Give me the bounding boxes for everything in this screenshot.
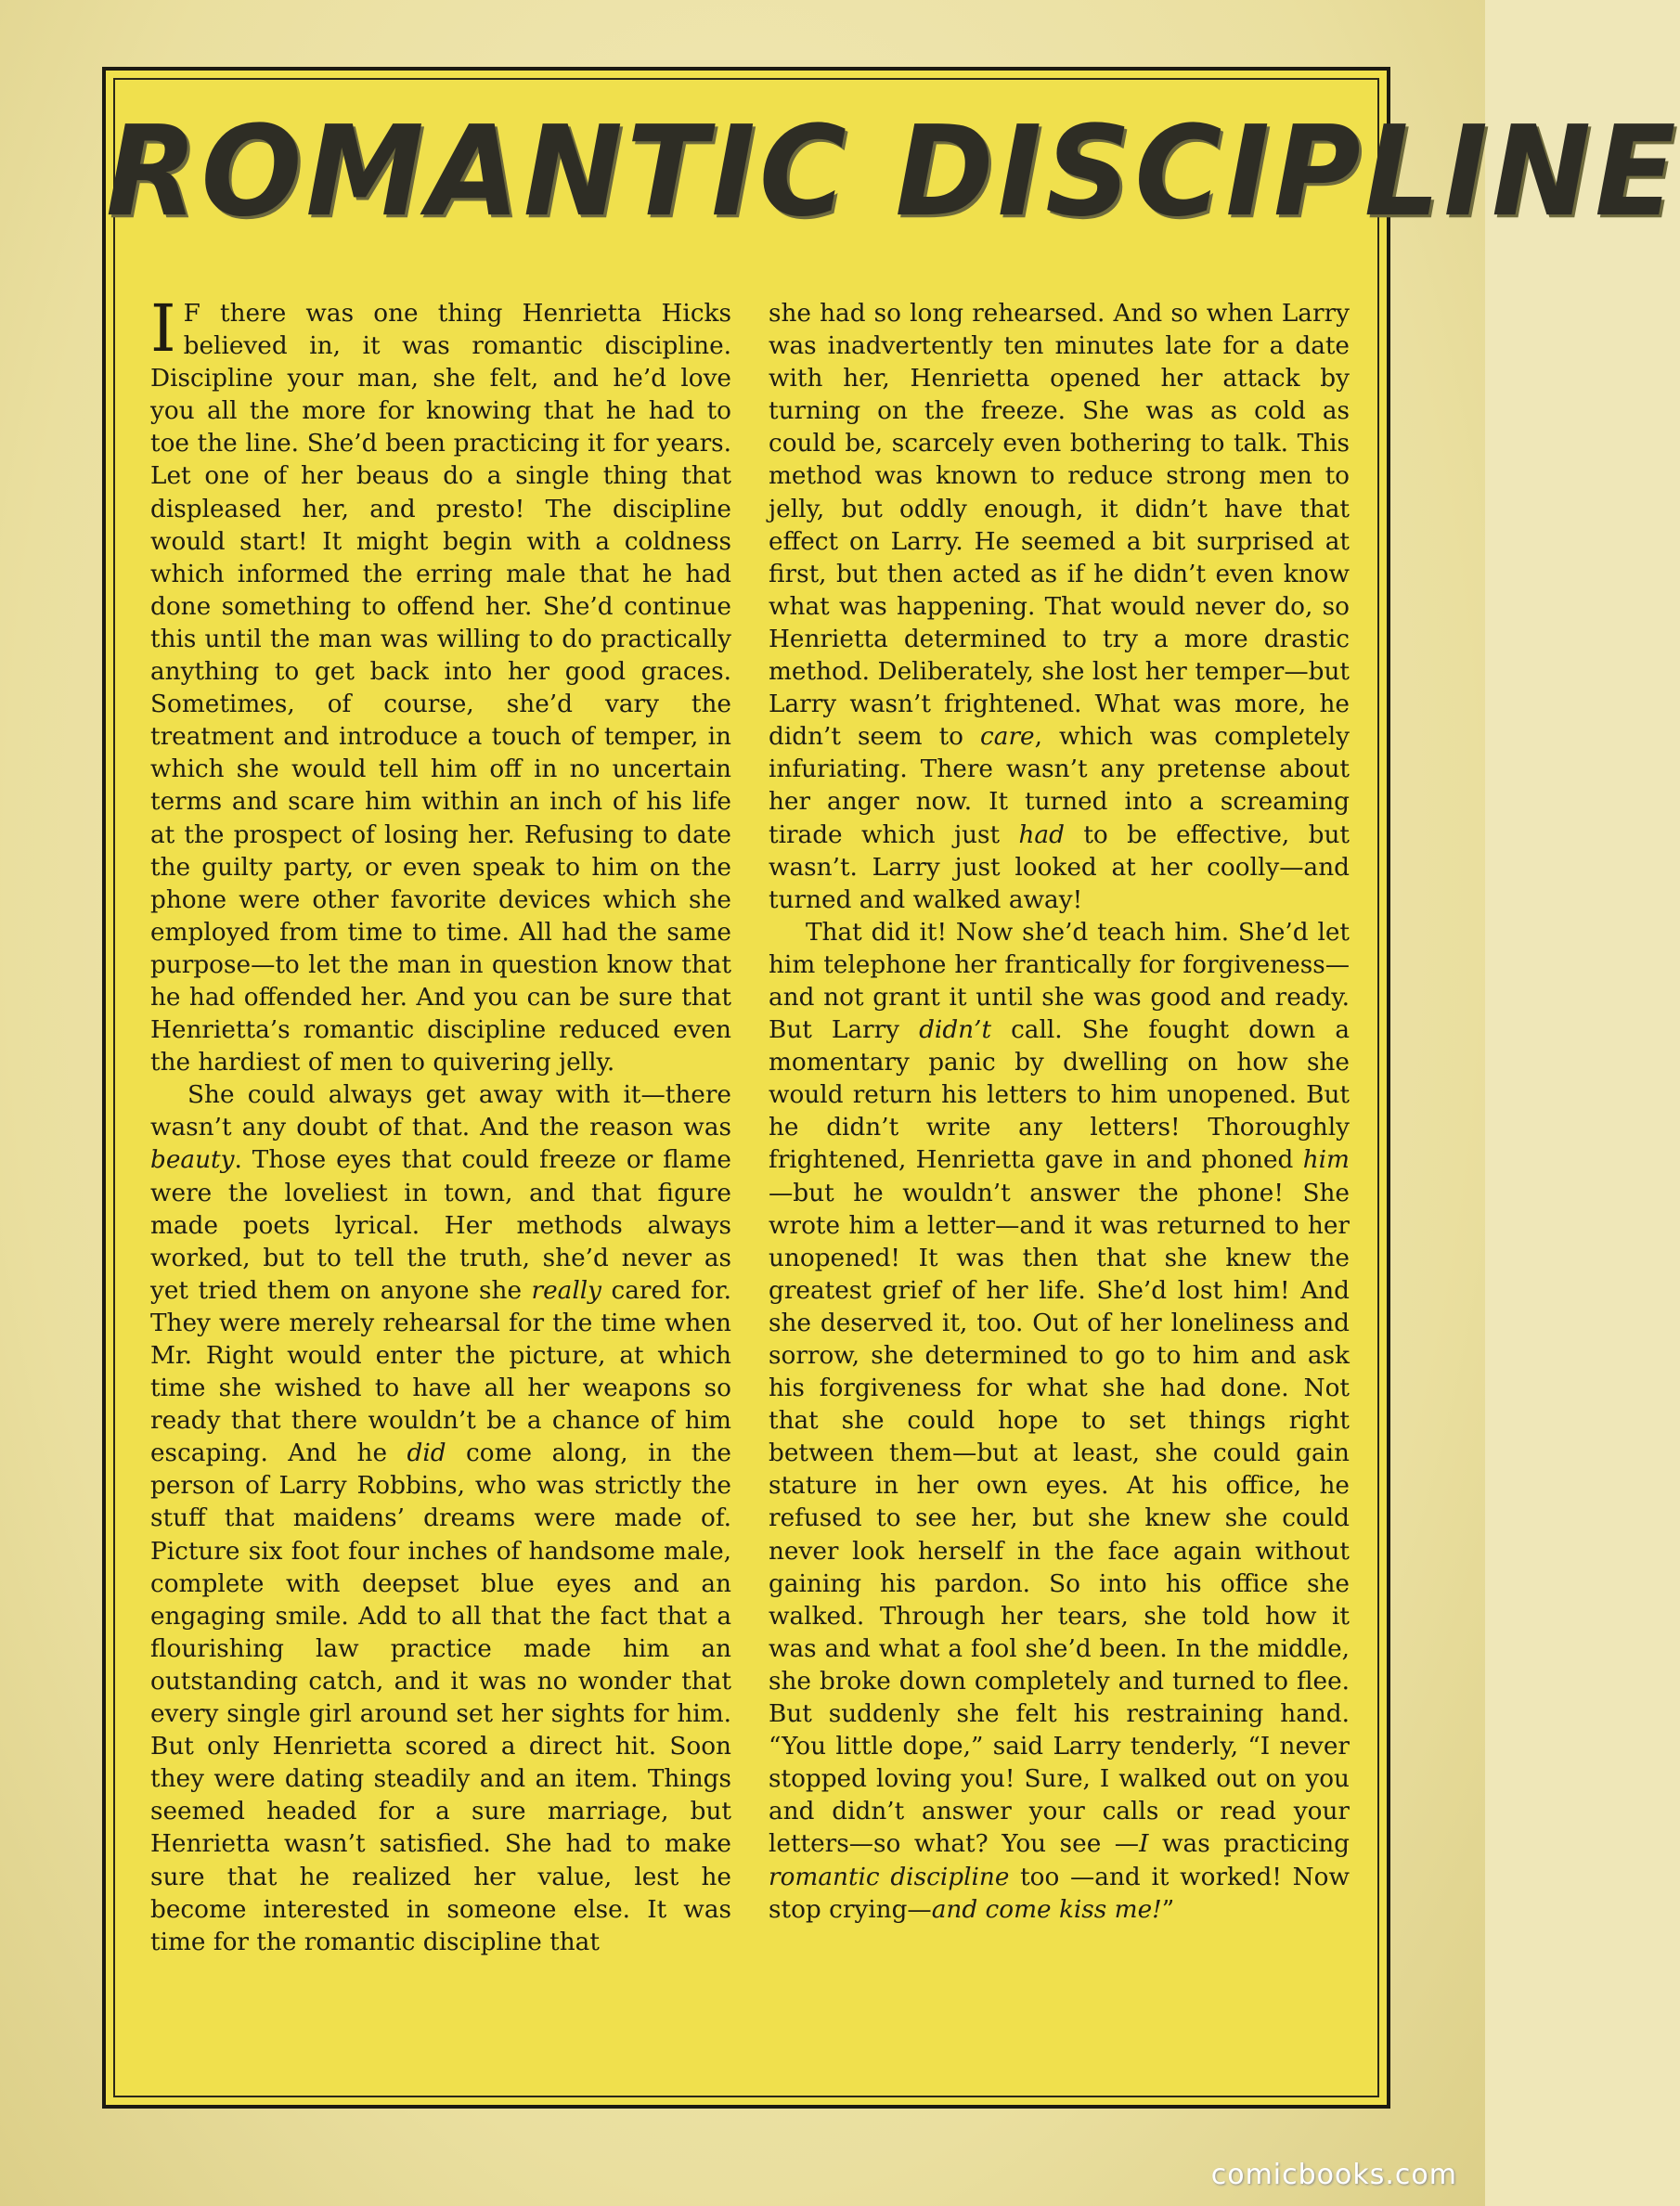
- emphasis: him: [1302, 1146, 1350, 1175]
- drop-cap: I: [150, 290, 176, 367]
- paragraph-3: [769, 298, 1350, 917]
- story-columns: [150, 290, 1350, 2089]
- text-run: ”: [1161, 1895, 1175, 1924]
- left-column: [150, 290, 731, 2089]
- emphasis: romantic discipline: [769, 1863, 1010, 1891]
- emphasis: did: [407, 1439, 446, 1468]
- text-run: That did it! Now she’d teach him. She’d let him telephone her frantically for forgiveness—and not grant it until she was good and ready. But Larry: [769, 918, 1350, 1045]
- emphasis: and come kiss me!: [931, 1895, 1162, 1924]
- text-run: come along, in the person of Larry Robbins, who was strictly the stuff that maidens’ dreams were made of. Picture six foot four inches of handsome male, complete with deepset blue eyes and an engaging smile. Add to all that the fact that a flourishing law practice made him an outstanding catch, and it was no wonder that every single girl around set her sights for him. But only Henrietta scored a direct hit. Soon they were dating steadily and an item. Things seemed headed for a sure marriage, but Henrietta wasn’t satisfied. She had to make sure that he realized her value, lest he become interested in someone else. It was time for the romantic discipline that: [150, 1439, 731, 1956]
- emphasis: really: [531, 1276, 602, 1305]
- paragraph-1: [150, 290, 731, 1079]
- text-run: to be effective, but wasn’t. Larry just looked at her coolly—and turned and walked away!: [769, 820, 1350, 914]
- right-column: [769, 298, 1350, 2089]
- text-run: was practicing: [1148, 1830, 1350, 1859]
- story-title: ROMANTIC DISCIPLINE: [106, 99, 1680, 245]
- text-run: She could always get away with it—there wasn’t any doubt of that. And the reason was: [150, 1081, 731, 1142]
- text-run: too —and it worked! Now stop crying—: [769, 1863, 1350, 1924]
- emphasis: beauty: [150, 1146, 235, 1175]
- paragraph-text: F there was one thing Henrietta Hicks believed in, it was romantic discipline. Discipline your man, she felt, and he’d love you all the more for knowing that he had to toe the line. She’d been practicing it for years. Let one of her beaus do a single thing that displeased her, and presto! The discipline would start! It might begin with a coldness which informed the erring male that he had done something to offend her. She’d continue this until the man was willing to do practically anything to get back into her good graces. Sometimes, of course, she’d vary the treatment and introduce a touch of temper, in which she would tell him off in no uncertain terms and scare him within an inch of his life at the prospect of losing her. Refusing to date the guilty party, or even speak to him on the phone were other favorite devices which she employed from time to time. All had the same purpose—to let the man in question know that he had offended her. And you can be sure that Henrietta’s romantic discipline reduced even the hardiest of men to quivering jelly.: [150, 300, 731, 1077]
- emphasis: had: [1018, 820, 1065, 849]
- text-run: she had so long rehearsed. And so when Larry was inadvertently ten minutes late for a date with her, Henrietta opened her attack by turning on the freeze. She was as cold as could be, scarcely even bothering to talk. This method was known to reduce strong men to jelly, but oddly enough, it didn’t have that effect on Larry. He seemed a bit surprised at first, but then acted as if he didn’t even know what was happening. That would never do, so Henrietta determined to try a more drastic method. Deliberately, she lost her temper—but Larry wasn’t frightened. What was more, he didn’t seem to: [769, 300, 1350, 752]
- paragraph-4: [769, 917, 1350, 1927]
- text-run: . Those eyes that could freeze or flame were the loveliest in town, and that figure made poets lyrical. Her methods always worked, but to tell the truth, she’d never as yet tried them on anyone she: [150, 1146, 731, 1305]
- text-run: —but he wouldn’t answer the phone! She wrote him a letter—and it was returned to her unopened! It was then that she knew the greatest grief of her life. She’d lost him! And she deserved it, too. Out of her loneliness and sorrow, she determined to go to him and ask his forgiveness for what she had done. Not that she could hope to set things right between them—but at least, she could gain stature in her own eyes. At his office, he refused to see her, but she knew she could never look herself in the face again without gaining his pardon. So into his office she walked. Through her tears, she told how it was and what a fool she’d been. In the middle, she broke down completely and turned to flee. But suddenly she felt his restraining hand. “You little dope,” said Larry tenderly, “I never stopped loving you! Sure, I walked out on you and didn’t answer your calls or read your letters—so what? You see —: [769, 1179, 1350, 1859]
- emphasis: care: [980, 723, 1035, 752]
- text-run: , which was completely infuriating. There wasn’t any pretense about her anger now. It turned into a screaming tirade which just: [769, 723, 1350, 849]
- watermark: comicbooks.com: [1210, 2159, 1457, 2191]
- paragraph-2: [150, 1079, 731, 1959]
- text-run: call. She fought down a momentary panic by dwelling on how she would return his letters to him unopened. But he didn’t write any letters! Thoroughly frightened, Henrietta gave in and phoned: [769, 1016, 1350, 1175]
- emphasis: didn’t: [919, 1016, 992, 1045]
- text-run: cared for. They were merely rehearsal for the time when Mr. Right would enter the picture, at which time she wished to have all her weapons so ready that there wouldn’t be a chance of him escaping. And he: [150, 1276, 731, 1468]
- emphasis: I: [1139, 1830, 1149, 1859]
- story-panel: [102, 67, 1680, 2109]
